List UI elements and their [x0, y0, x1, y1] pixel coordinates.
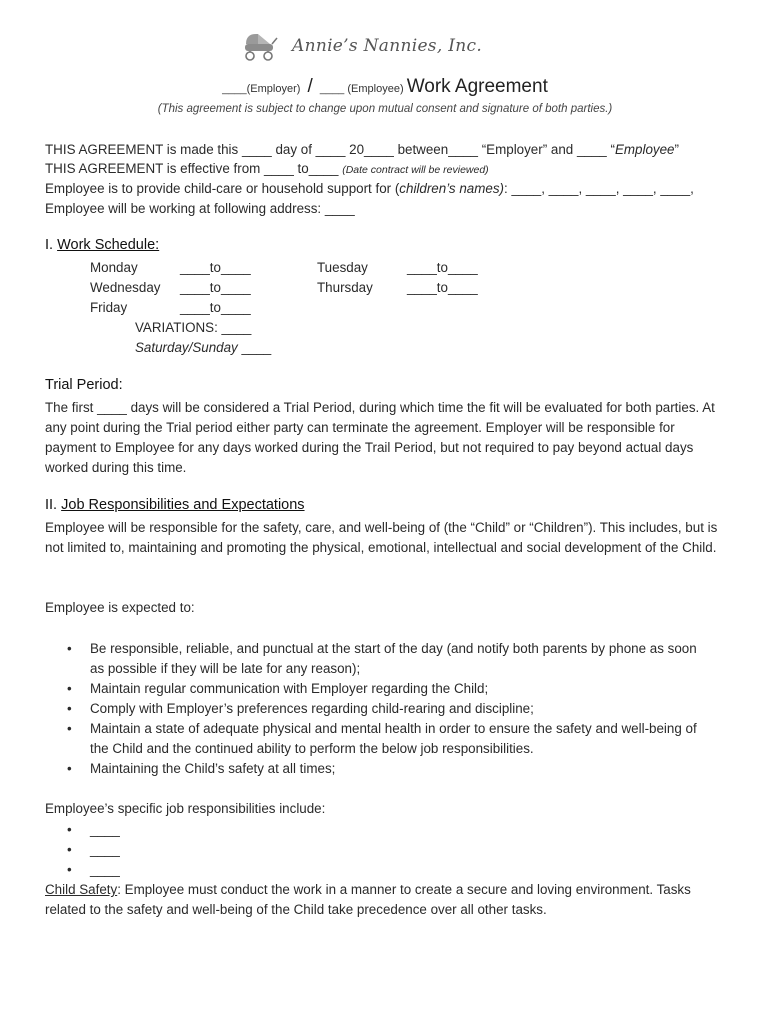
job-responsibilities-heading	[45, 497, 305, 513]
bullet-icon: •	[67, 761, 72, 776]
section-number: I.	[45, 237, 58, 253]
child-safety-label: Child Safety	[45, 882, 118, 897]
schedule-time: ____to____	[180, 260, 251, 275]
job-responsibilities-text: Employee will be responsible for the safety, care, and well-being of (the “Child” or “Children”). This includes, but is not limited to, maintaining and promoting the physical, emotional, intellectual and social development of the Child.	[45, 520, 718, 555]
trial-period-heading: Trial Period:	[45, 377, 123, 393]
agreement-date-line	[45, 140, 679, 160]
list-item-text: ____	[90, 862, 120, 877]
closing-quote: ”	[674, 142, 679, 157]
list-item-text: Maintain a state of adequate physical and mental health in order to ensure the safety and well-being of the Child and the continued ability to perform the below job responsibilities.	[90, 721, 697, 756]
children-names-line	[45, 179, 694, 199]
specific-list	[45, 820, 245, 880]
list-item-text: Maintaining the Child’s safety at all times;	[90, 761, 336, 776]
document-subtitle: (This agreement is subject to change upon mutual consent and signature of both parties.)	[157, 103, 613, 115]
employee-label: (Employee)	[347, 83, 404, 95]
baby-carriage-icon	[236, 30, 280, 62]
schedule-time: ____to____	[180, 300, 251, 315]
title-slash: /	[307, 76, 313, 97]
section-title: Work Schedule:	[57, 237, 160, 253]
section-title: Job Responsibilities and Expectations	[61, 497, 305, 513]
schedule-day: Friday	[90, 300, 128, 315]
list-item	[45, 840, 245, 860]
list-item	[45, 820, 245, 840]
brand-header	[236, 30, 482, 62]
effective-date-text: THIS AGREEMENT is effective from ____ to____	[45, 161, 343, 176]
list-item	[45, 759, 705, 779]
list-item-text: ____	[90, 822, 120, 837]
list-item-text: Be responsible, reliable, and punctual at the start of the day (and notify both parents by phone as soon as possible if they will be late for any reason);	[90, 641, 697, 676]
schedule-day: Wednesday	[90, 280, 161, 295]
schedule-day: Monday	[90, 260, 138, 275]
schedule-day: Tuesday	[317, 260, 368, 275]
expected-intro: Employee is expected to:	[45, 600, 195, 615]
trial-period-text: The first ____ days will be considered a Trial Period, during which time the fit will be evaluated for both parties. At any point during the Trial period either party can terminate the agreement. Employer will be responsible for payment to Employee for any days worked during the Trail Period, but not required to pay beyond actual days worked during this time.	[45, 400, 715, 475]
weekend-line	[135, 338, 271, 358]
schedule-day: Thursday	[317, 280, 373, 295]
bullet-icon: •	[67, 842, 72, 857]
list-item	[45, 719, 705, 759]
children-names-blanks: : ____, ____, ____, ____, ____,	[504, 181, 694, 196]
list-item	[45, 860, 245, 880]
work-schedule-heading	[45, 237, 159, 253]
bullet-icon: •	[67, 822, 72, 837]
review-note: (Date contract will be reviewed)	[342, 164, 489, 176]
specific-intro: Employee’s specific job responsibilities include:	[45, 801, 326, 816]
bullet-icon: •	[67, 701, 72, 716]
expected-list	[45, 639, 705, 779]
effective-date-line	[45, 159, 489, 180]
list-item	[45, 639, 705, 679]
company-name: Annie’s Nannies, Inc.	[292, 36, 483, 56]
list-item-text: ____	[90, 842, 120, 857]
schedule-time: ____to____	[407, 280, 478, 295]
agreement-date-text: THIS AGREEMENT is made this ____ day of ____ 20____ between____ “Employer” and ____ “	[45, 142, 615, 157]
list-item	[45, 699, 705, 719]
list-item	[45, 679, 705, 699]
child-safety-paragraph	[45, 880, 725, 920]
schedule-time: ____to____	[180, 280, 251, 295]
child-safety-text: : Employee must conduct the work in a manner to create a secure and loving environment. Tasks related to the safety and well-being of the Child take precedence over all other tasks.	[45, 882, 691, 917]
employee-blank: ____	[319, 83, 345, 95]
employer-blank: ____	[222, 83, 247, 95]
section-number: II.	[45, 497, 62, 513]
bullet-icon: •	[67, 721, 72, 736]
bullet-icon: •	[67, 681, 72, 696]
children-names-text: Employee is to provide child-care or household support for (	[45, 181, 400, 196]
document-title-row	[0, 76, 770, 98]
schedule-time: ____to____	[407, 260, 478, 275]
children-names-label: children’s names)	[399, 181, 504, 196]
document-title: Work Agreement	[406, 76, 548, 97]
variations-line: VARIATIONS: ____	[135, 320, 252, 335]
bullet-icon: •	[67, 862, 72, 877]
weekend-label: Saturday/Sunday	[135, 340, 238, 355]
weekend-blank: ____	[237, 340, 272, 355]
bullet-icon: •	[67, 641, 72, 656]
list-item-text: Maintain regular communication with Employer regarding the Child;	[90, 681, 489, 696]
employer-label: (Employer)	[246, 83, 301, 95]
list-item-text: Comply with Employer’s preferences regarding child-rearing and discipline;	[90, 701, 534, 716]
employee-word: Employee	[614, 142, 675, 157]
work-address-line: Employee will be working at following address: ____	[45, 201, 355, 216]
